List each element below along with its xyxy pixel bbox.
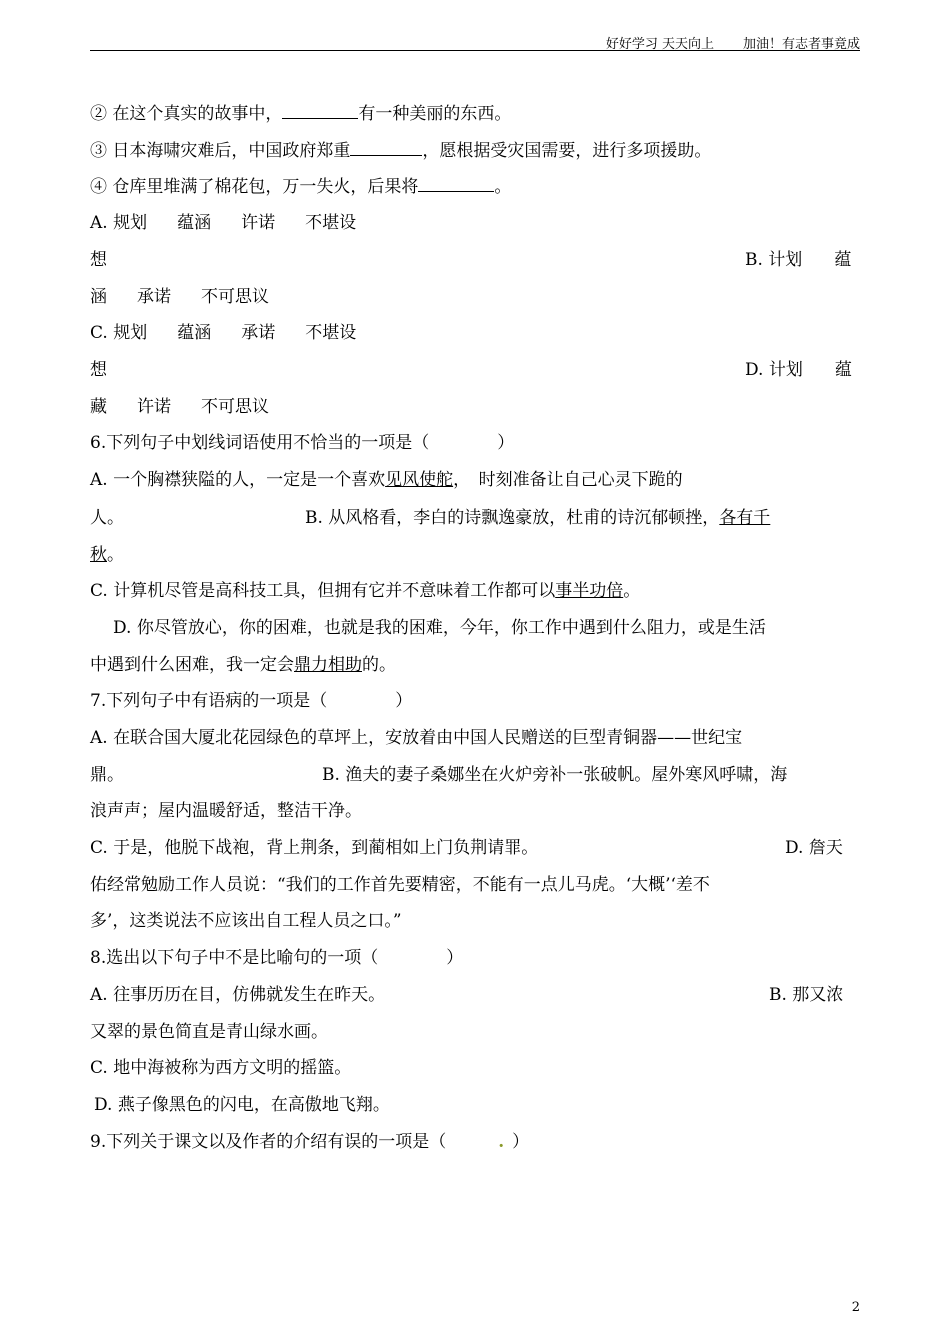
q8-option-a: A. 往事历历在目，仿佛就发生在昨天。 [90,985,386,1005]
q5-option-a: A. 规划 蕴涵 许诺 不堪设 [90,213,357,233]
q7-option-c: C. 于是，他脱下战袍，背上荆条，到蔺相如上门负荆请罪。 [90,838,539,858]
q6-option-c: C. 计算机尽管是高科技工具，但拥有它并不意味着工作都可以事半功倍。 [90,581,641,601]
q5-sentence-3: ③ 日本海啸灾难后，中国政府郑重 ，愿根据受灾国需要，进行多项援助。 [90,141,712,161]
q7-option-b: B. 渔夫的妻子桑娜坐在火炉旁补一张破帆。屋外寒风呼啸，海 [322,765,788,785]
q5-option-c: C. 规划 蕴涵 承诺 不堪设 [90,323,357,343]
q5-sentence-2: ② 在这个真实的故事中， 有一种美丽的东西。 [90,104,512,124]
q8-option-c: C. 地中海被称为西方文明的摇篮。 [90,1058,352,1078]
q7-option-d: D. 詹天 [785,838,843,858]
q6-option-a: A. 一个胸襟狭隘的人，一定是一个喜欢见风使舵， 时刻准备让自己心灵下跪的 [90,470,683,490]
q7-option-b-cont: 浪声声；屋内温暖舒适，整洁干净。 [90,801,362,821]
q8-option-b-cont: 又翠的景色简直是青山绿水画。 [90,1022,328,1042]
q6-option-d-cont: 中遇到什么困难，我一定会鼎力相助的。 [90,655,396,675]
header-mottos [606,33,860,52]
q8-stem: 8.选出以下句子中不是比喻句的一项（ ） [90,948,464,968]
page-header [90,30,860,51]
q7-option-a: A. 在联合国大厦北花园绿色的草坪上，安放着由中国人民赠送的巨型青铜器——世纪宝 [90,728,743,748]
q8-option-d: D. 燕子像黑色的闪电，在高傲地飞翔。 [94,1095,390,1115]
q5-sentence-4: ④ 仓库里堆满了棉花包，万一失火，后果将 。 [90,177,512,197]
page-number: 2 [851,1300,860,1315]
q5-option-c-cont: 想 [90,360,107,380]
q9-stem: 9.下列关于课文以及作者的介绍有误的一项是（ . ） [90,1132,530,1152]
mark-dot: . [498,1132,505,1152]
header-right-motto: 加油！有志者事竟成 [742,37,860,52]
q6-stem: 6.下列句子中划线词语使用不恰当的一项是（ ） [90,433,515,453]
q6-option-b: B. 从风格看，李白的诗飘逸豪放，杜甫的诗沉郁顿挫，各有千 [305,508,771,528]
q6-option-b-cont: 秋。 [90,545,124,565]
q6-option-a-cont: 人。 [90,508,124,528]
q5-option-d: D. 计划 蕴 [745,360,852,380]
q5-option-b: B. 计划 蕴 [745,250,852,270]
q5-option-a-cont: 想 [90,250,107,270]
q7-option-a-cont: 鼎。 [90,765,124,785]
q7-option-d-cont: 佑经常勉励工作人员说：“我们的工作首先要精密，不能有一点儿马虎。‘大概’‘差不 [90,875,710,895]
header-left-motto: 好好学习 天天向上 [605,37,715,52]
q7-option-d-cont-2: 多’，这类说法不应该出自工程人员之口。” [90,911,402,931]
q6-option-d: D. 你尽管放心，你的困难，也就是我的困难，今年，你工作中遇到什么阻力，或是生活 [113,618,766,638]
q5-option-d-cont: 藏 许诺 不可思议 [90,397,269,417]
q5-option-b-cont: 涵 承诺 不可思议 [90,287,269,307]
q7-stem: 7.下列句子中有语病的一项是（ ） [90,691,413,711]
q8-option-b: B. 那又浓 [769,985,844,1005]
